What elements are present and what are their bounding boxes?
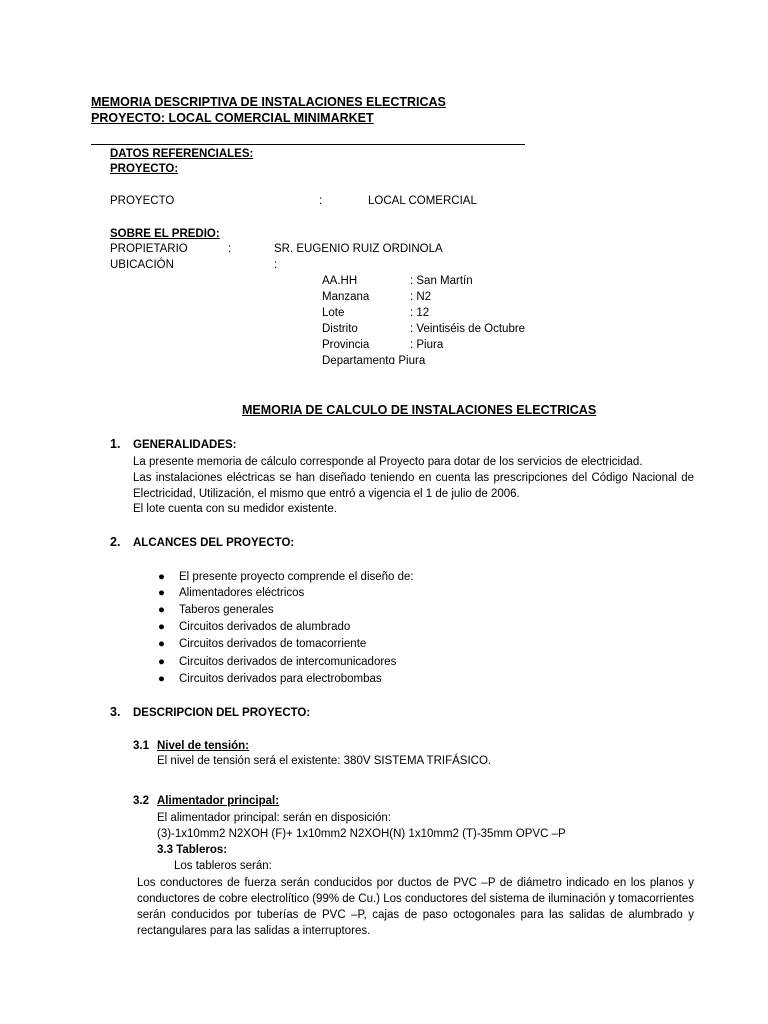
bullet-icon: ●	[158, 673, 165, 685]
ubicacion-row-value: : Veintiséis de Octubre	[410, 323, 526, 335]
tableros-heading: 3.3 Tableros:	[157, 844, 228, 856]
generalidades-line: La presente memoria de cálculo corresponde al Proyecto para dotar de los servicios de electricidad.	[133, 456, 643, 468]
list-item: Alimentadores eléctricos	[179, 587, 305, 599]
alimentador-spec: (3)-1x10mm2 N2XOH (F)+ 1x10mm2 N2XOH(N) 1x10mm2 (T)-35mm OPVC –P	[157, 828, 566, 840]
nivel-tension-text: El nivel de tensión será el existente: 380V SISTEMA TRIFÁSICO.	[157, 755, 492, 767]
title-divider	[91, 144, 525, 145]
bullet-icon: ●	[158, 621, 165, 633]
datos-referenciales-heading: DATOS REFERENCIALES:	[110, 148, 254, 160]
descripcion-heading: DESCRIPCION DEL PROYECTO:	[133, 707, 311, 719]
ubicacion-row-label: Manzana	[322, 291, 370, 303]
alimentador-heading: Alimentador principal:	[157, 795, 280, 807]
ubicacion-label: UBICACIÓN	[110, 259, 174, 271]
predio-heading: SOBRE EL PREDIO:	[110, 228, 220, 240]
list-item: Circuitos derivados de intercomunicadores	[179, 656, 397, 668]
bullet-icon: ●	[158, 571, 165, 583]
ubicacion-row-label: Departamento	[322, 355, 395, 367]
nivel-tension-heading: Nivel de tensión:	[157, 740, 250, 752]
propietario-colon: :	[228, 243, 232, 255]
bullet-icon: ●	[158, 638, 165, 650]
ubicacion-row-label: Provincia	[322, 339, 370, 351]
tableros-text: Los tableros serán:	[174, 860, 272, 872]
bullet-icon: ●	[158, 604, 165, 616]
section-number: 3.	[110, 705, 121, 719]
ubicacion-row-label: AA.HH	[322, 275, 358, 287]
calculo-title: MEMORIA DE CALCULO DE INSTALACIONES ELECTRICAS	[242, 403, 597, 417]
ubicacion-row-label: Lote	[322, 307, 345, 319]
generalidades-paragraph: Las instalaciones eléctricas se han diseñado teniendo en cuenta las prescripciones del Código Nacional de Electricidad, Utilización, el mismo que entró a vigencia el 1 de julio de 2006.	[133, 472, 694, 500]
section-number: 2.	[110, 535, 121, 549]
list-item: Circuitos derivados para electrobombas	[179, 673, 382, 685]
generalidades-line: El lote cuenta con su medidor existente.	[133, 503, 337, 515]
section-number: 1.	[110, 437, 121, 451]
ubicacion-row-value: : Piura	[410, 339, 444, 351]
propietario-value: SR. EUGENIO RUIZ ORDINOLA	[274, 243, 443, 255]
list-item: Circuitos derivados de tomacorriente	[179, 638, 367, 650]
ubicacion-row-value: : San Martín	[410, 275, 473, 287]
proyecto-value: LOCAL COMERCIAL	[368, 195, 477, 207]
list-item: Taberos generales	[179, 604, 274, 616]
ubicacion-row-value: : 12	[410, 307, 430, 319]
document-title: MEMORIA DESCRIPTIVA DE INSTALACIONES ELECTRICAS	[91, 95, 446, 109]
ubicacion-row-value: : Piura	[392, 355, 426, 367]
alimentador-text: El alimentador principal: serán en disposición:	[157, 812, 391, 824]
propietario-label: PROPIETARIO	[110, 243, 188, 255]
proyecto-heading: PROYECTO:	[110, 163, 179, 175]
tableros-paragraph: Los conductores de fuerza serán conducidos por ductos de PVC –P de diámetro indicado en los planos y conductores de cobre electrolítico (99% de Cu.) Los conductores del sistema de iluminación y tomacorrientes serán conducidos por tuberías de PVC –P, cajas de paso octogonales para las salidas de alumbrado y rectangulares para las salidas a interruptores.	[137, 877, 694, 937]
project-title: PROYECTO: LOCAL COMERCIAL MINIMARKET	[91, 111, 374, 125]
subsection-number: 3.1	[133, 740, 149, 752]
list-item: El presente proyecto comprende el diseño de:	[179, 571, 414, 583]
bullet-icon: ●	[158, 656, 165, 668]
proyecto-colon: :	[319, 195, 323, 207]
proyecto-label: PROYECTO	[110, 195, 175, 207]
bullet-icon: ●	[158, 587, 165, 599]
generalidades-heading: GENERALIDADES:	[133, 439, 237, 451]
ubicacion-row-value: : N2	[410, 291, 432, 303]
subsection-number: 3.2	[133, 795, 149, 807]
alcances-heading: ALCANCES DEL PROYECTO:	[133, 537, 295, 549]
ubicacion-row-label: Distrito	[322, 323, 358, 335]
list-item: Circuitos derivados de alumbrado	[179, 621, 351, 633]
ubicacion-colon: :	[274, 259, 278, 271]
